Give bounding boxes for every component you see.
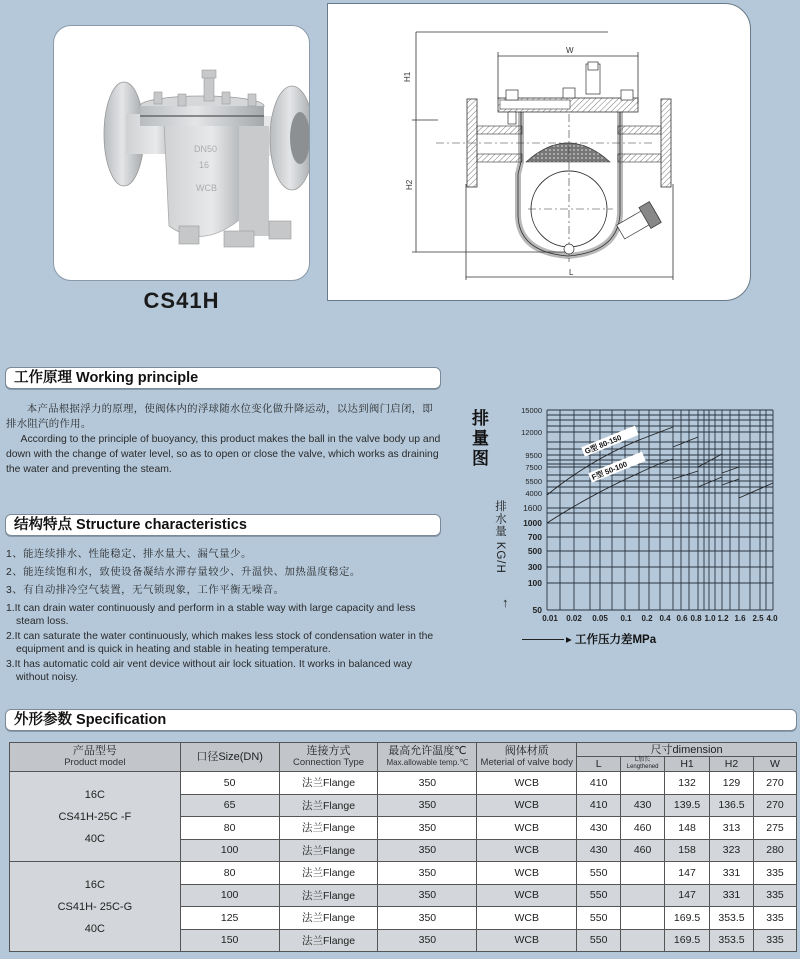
- cell-size: 125: [180, 907, 279, 930]
- chart-title: 排量图: [472, 409, 489, 468]
- cell-conn: 法兰Flange: [279, 929, 378, 952]
- series-line: [698, 477, 722, 487]
- col-L: L: [577, 757, 621, 772]
- cell-l2: [621, 772, 665, 795]
- cell-temp: 350: [378, 907, 477, 930]
- cell-h2: 353.5: [710, 907, 754, 930]
- cell-mat: WCB: [477, 794, 577, 817]
- x-tick-label: 0.6: [676, 614, 688, 623]
- cell-h2: 129: [710, 772, 754, 795]
- cell-h2: 323: [710, 839, 754, 862]
- cell-conn: 法兰Flange: [279, 884, 378, 907]
- structure-cn-item: 1、能连续排水、性能稳定、排水量大、漏气量少。: [6, 549, 252, 560]
- x-tick-label: 0.4: [659, 614, 671, 623]
- cell-l2: [621, 907, 665, 930]
- cell-size: 65: [180, 794, 279, 817]
- col-W: W: [754, 757, 797, 772]
- steam-trap-photo: [54, 26, 310, 281]
- cell-l2: [621, 929, 665, 952]
- col-L-lengthened: L加长 Lengthened: [621, 757, 665, 772]
- cell-l2: [621, 862, 665, 885]
- cell-temp: 350: [378, 772, 477, 795]
- cell-conn: 法兰Flange: [279, 907, 378, 930]
- cell-h1: 169.5: [665, 907, 710, 930]
- svg-text:DN50: DN50: [194, 144, 218, 154]
- cell-w: 335: [754, 907, 797, 930]
- cell-h1: 132: [665, 772, 710, 795]
- y-tick-label: 300: [527, 562, 542, 572]
- y-tick-label: 7500: [525, 463, 542, 472]
- cell-temp: 350: [378, 884, 477, 907]
- cell-h2: 136.5: [710, 794, 754, 817]
- y-tick-label: 100: [527, 578, 542, 588]
- cell-l: 410: [577, 794, 621, 817]
- cell-h1: 147: [665, 884, 710, 907]
- cell-l: 550: [577, 884, 621, 907]
- svg-text:H2: H2: [405, 179, 414, 190]
- y-tick-label: 9500: [525, 451, 542, 460]
- x-tick-label: 1.2: [717, 614, 729, 623]
- x-tick-label: 0.05: [592, 614, 608, 623]
- x-tick-label: 0.2: [641, 614, 653, 623]
- cell-h2: 313: [710, 817, 754, 840]
- cell-h1: 147: [665, 862, 710, 885]
- x-tick-label: 0.02: [566, 614, 582, 623]
- chart-y-label: 排水量 KG/H: [494, 500, 506, 574]
- series-line: [722, 467, 739, 473]
- cell-l2: 430: [621, 794, 665, 817]
- cell-mat: WCB: [477, 817, 577, 840]
- cell-conn: 法兰Flange: [279, 772, 378, 795]
- spec-table: [9, 742, 797, 952]
- table-row: [10, 862, 797, 885]
- cell-temp: 350: [378, 862, 477, 885]
- col-H2: H2: [710, 757, 754, 772]
- col-dimension: 尺寸dimension: [577, 743, 797, 757]
- cell-w: 275: [754, 817, 797, 840]
- model-line: 40C: [84, 832, 105, 845]
- cell-conn: 法兰Flange: [279, 839, 378, 862]
- cell-l: 430: [577, 839, 621, 862]
- cell-size: 100: [180, 884, 279, 907]
- structure-en-item: 3.It has automatic cold air vent device without air lock situation. It works in balanced way without noisy.: [6, 659, 413, 683]
- cell-h2: 353.5: [710, 929, 754, 952]
- x-tick-label: 0.01: [542, 614, 558, 623]
- col-max-temp: 最高允许温度℃ Max.allowable temp.℃: [378, 743, 477, 772]
- x-tick-label: 1.0: [704, 614, 716, 623]
- section-header-working-principle: 工作原理 Working principle: [5, 367, 441, 389]
- y-tick-label: 12000: [521, 428, 542, 437]
- y-tick-label: 50: [532, 605, 542, 615]
- chart-plot: [460, 395, 800, 655]
- col-H1: H1: [665, 757, 710, 772]
- discharge-chart: [460, 395, 800, 655]
- cell-w: 270: [754, 794, 797, 817]
- cell-w: 335: [754, 929, 797, 952]
- svg-text:L: L: [569, 268, 574, 277]
- product-model-cell: [10, 772, 181, 862]
- cell-w: 280: [754, 839, 797, 862]
- model-line: 16C: [84, 788, 105, 801]
- y-tick-label: 1600: [523, 503, 542, 513]
- y-tick-label: 5500: [525, 477, 542, 486]
- cell-l: 550: [577, 862, 621, 885]
- svg-text:F型 50-100: F型 50-100: [590, 459, 629, 482]
- cell-mat: WCB: [477, 929, 577, 952]
- cell-size: 50: [180, 772, 279, 795]
- cell-size: 100: [180, 839, 279, 862]
- chart-grid: [547, 410, 773, 610]
- section-header-specification: 外形参数 Specification: [5, 709, 797, 731]
- working-principle-en: According to the principle of buoyancy, this product makes the ball in the valve body up and down with the change of water level, so as to open or close the valve, which works as draining the water and preventing the steam.: [6, 434, 441, 475]
- cell-temp: 350: [378, 839, 477, 862]
- svg-text:G型 80-150: G型 80-150: [583, 432, 623, 456]
- model-line: 40C: [84, 922, 105, 935]
- cell-l2: [621, 884, 665, 907]
- cell-l: 550: [577, 907, 621, 930]
- cell-h1: 148: [665, 817, 710, 840]
- cell-size: 80: [180, 862, 279, 885]
- x-tick-label: 0.8: [690, 614, 702, 623]
- cell-h2: 331: [710, 884, 754, 907]
- y-tick-label: 700: [527, 532, 542, 542]
- structure-cn-item: 2、能连续饱和水，致使设备凝结水滞存量较少、升温快、加热温度稳定。: [6, 567, 361, 578]
- series-line: [739, 483, 773, 498]
- y-tick-label: 4000: [525, 489, 542, 498]
- cell-size: 80: [180, 817, 279, 840]
- cell-mat: WCB: [477, 862, 577, 885]
- col-connection: 连接方式 Connection Type: [279, 743, 378, 772]
- cell-l: 410: [577, 772, 621, 795]
- x-tick-label: 2.5: [752, 614, 764, 623]
- structure-en-item: 1.It can drain water continuously and perform in a stable way with large capacity and less steam loss.: [6, 603, 416, 627]
- cell-h2: 331: [710, 862, 754, 885]
- cell-l2: 460: [621, 817, 665, 840]
- cell-temp: 350: [378, 929, 477, 952]
- series-line: [722, 479, 739, 485]
- cell-conn: 法兰Flange: [279, 817, 378, 840]
- cell-size: 150: [180, 929, 279, 952]
- cell-conn: 法兰Flange: [279, 794, 378, 817]
- cross-section-drawing: [328, 4, 751, 301]
- cell-l: 430: [577, 817, 621, 840]
- svg-text:W: W: [566, 46, 574, 55]
- cell-h1: 139.5: [665, 794, 710, 817]
- product-photo: [53, 25, 310, 281]
- section-header-structure: 结构特点 Structure characteristics: [5, 514, 441, 536]
- col-product-model: 产品型号 Product model: [10, 743, 181, 772]
- cell-temp: 350: [378, 794, 477, 817]
- cell-w: 335: [754, 862, 797, 885]
- cell-mat: WCB: [477, 884, 577, 907]
- col-material: 阀体材质 Meterial of valve body: [477, 743, 577, 772]
- cell-mat: WCB: [477, 839, 577, 862]
- model-line: 16C: [84, 878, 105, 891]
- structure-en-item: 2.It can saturate the water continuously, which makes less stock of condensation water in the equipment and is quick in heating and stable in heating temperature.: [6, 631, 434, 655]
- col-size: 口径Size(DN): [180, 743, 279, 772]
- cell-mat: WCB: [477, 772, 577, 795]
- x-tick-label: 4.0: [766, 614, 778, 623]
- svg-text:WCB: WCB: [196, 183, 217, 193]
- structure-cn-item: 3、有自动排冷空气装置，无气锁现象，工作平衡无噪音。: [6, 585, 285, 596]
- up-arrow-icon: ↑: [502, 595, 509, 610]
- chart-x-label: ▸ 工作压力差MPa: [522, 631, 656, 647]
- cell-mat: WCB: [477, 907, 577, 930]
- working-principle-cn: 本产品根据浮力的原理，使阀体内的浮球随水位变化做升降运动，以达到阀门启闭，即排水阻汽的作用。: [6, 404, 434, 430]
- x-tick-label: 0.1: [620, 614, 632, 623]
- y-tick-label: 1000: [523, 518, 542, 528]
- model-line: CS41H- 25C-G: [57, 900, 133, 913]
- x-tick-label: 1.6: [734, 614, 746, 623]
- svg-text:16: 16: [199, 160, 210, 170]
- cell-conn: 法兰Flange: [279, 862, 378, 885]
- cell-w: 270: [754, 772, 797, 795]
- working-principle-text: [6, 402, 442, 477]
- y-tick-label: 500: [527, 546, 542, 556]
- product-caption: CS41H: [143, 288, 220, 313]
- structure-list: [6, 546, 442, 684]
- series-line: [698, 454, 722, 467]
- svg-text:H1: H1: [403, 71, 412, 82]
- table-row: [10, 772, 797, 795]
- cell-temp: 350: [378, 817, 477, 840]
- cell-w: 335: [754, 884, 797, 907]
- product-model-cell: [10, 862, 181, 952]
- model-line: CS41H-25C -F: [58, 810, 132, 823]
- dimension-diagram: [327, 3, 751, 301]
- y-tick-label: 15000: [521, 406, 542, 415]
- cell-h1: 169.5: [665, 929, 710, 952]
- cell-h1: 158: [665, 839, 710, 862]
- cell-l2: 460: [621, 839, 665, 862]
- cell-l: 550: [577, 929, 621, 952]
